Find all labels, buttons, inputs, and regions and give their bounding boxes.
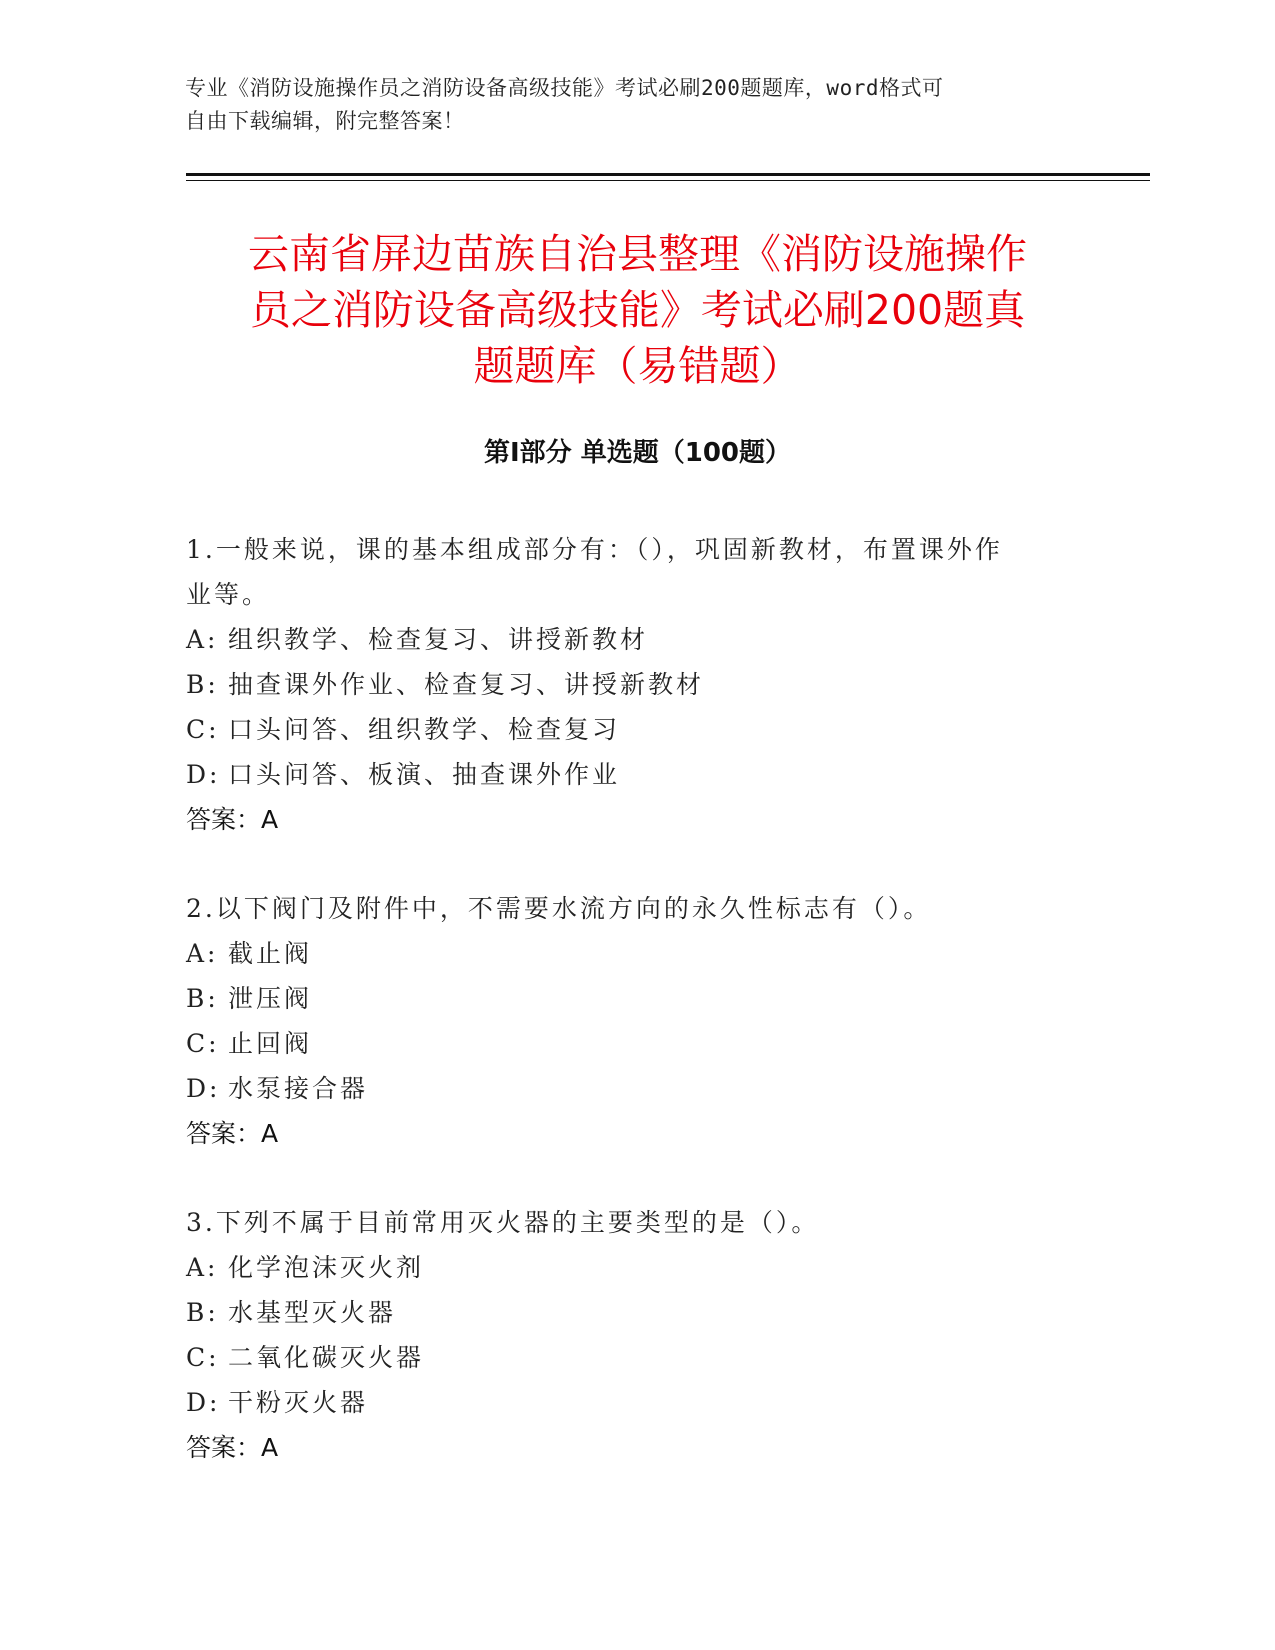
question-3 (186, 1200, 1066, 1470)
question-stem-line-2: 业等。 (186, 580, 271, 609)
option-letter: D: (186, 1074, 221, 1103)
option-text: 截止阀 (228, 939, 313, 968)
answer-line: 答案：A (186, 805, 279, 834)
question-stem (186, 1200, 1066, 1245)
header-note (185, 72, 1065, 138)
option-text: 水基型灭火器 (228, 1298, 397, 1327)
option-letter: B: (186, 670, 219, 699)
option-a (186, 931, 1066, 976)
option-text: 口头问答、板演、抽查课外作业 (228, 760, 621, 789)
question-2 (186, 886, 1066, 1156)
question-stem-line-1: 2.以下阀门及附件中，不需要水流方向的永久性标志有（）。 (186, 894, 932, 923)
option-d (186, 1380, 1066, 1425)
title-line-1: 云南省屏边苗族自治县整理《消防设施操作 (248, 230, 1027, 278)
section-heading: 第Ⅰ部分 单选题（100题） (484, 438, 791, 468)
question-1 (186, 527, 1066, 842)
option-c (186, 707, 1066, 752)
question-stem-line-1: 1.一般来说，课的基本组成部分有：（），巩固新教材，布置课外作 (186, 535, 1003, 564)
option-text: 口头问答、组织教学、检查复习 (228, 715, 621, 744)
title-line-3: 题题库（易错题） (473, 342, 802, 390)
option-text: 干粉灭火器 (228, 1388, 369, 1417)
question-stem-line-1: 3.下列不属于目前常用灭火器的主要类型的是（）。 (186, 1208, 820, 1237)
option-letter: B: (186, 984, 219, 1013)
question-stem (186, 527, 1066, 617)
option-letter: A: (186, 625, 219, 654)
option-text: 二氧化碳灭火器 (228, 1343, 425, 1372)
option-letter: B: (186, 1298, 219, 1327)
header-rule-thick (186, 173, 1150, 176)
option-b (186, 662, 1066, 707)
option-letter: A: (186, 939, 219, 968)
question-stem (186, 886, 1066, 931)
option-letter: C: (186, 1029, 220, 1058)
option-text: 止回阀 (228, 1029, 313, 1058)
document-title (180, 226, 1095, 394)
option-text: 泄压阀 (228, 984, 313, 1013)
option-letter: C: (186, 1343, 220, 1372)
option-letter: C: (186, 715, 220, 744)
option-b (186, 976, 1066, 1021)
option-text: 组织教学、检查复习、讲授新教材 (228, 625, 649, 654)
option-text: 化学泡沫灭火剂 (228, 1253, 425, 1282)
option-c (186, 1021, 1066, 1066)
option-text: 水泵接合器 (228, 1074, 369, 1103)
option-b (186, 1290, 1066, 1335)
answer-line: 答案：A (186, 1119, 279, 1148)
option-c (186, 1335, 1066, 1380)
title-line-2: 员之消防设备高级技能》考试必刷200题真 (249, 286, 1026, 334)
header-rule-thin (186, 180, 1150, 181)
option-letter: D: (186, 760, 221, 789)
option-letter: D: (186, 1388, 221, 1417)
option-d (186, 1066, 1066, 1111)
option-a (186, 1245, 1066, 1290)
option-letter: A: (186, 1253, 219, 1282)
question-list (186, 527, 1066, 1514)
option-d (186, 752, 1066, 797)
option-a (186, 617, 1066, 662)
answer-line: 答案：A (186, 1433, 279, 1462)
option-text: 抽查课外作业、检查复习、讲授新教材 (228, 670, 705, 699)
header-note-line-1: 专业《消防设施操作员之消防设备高级技能》考试必刷200题题库，word格式可 (185, 76, 944, 100)
header-note-line-2: 自由下载编辑，附完整答案！ (185, 109, 465, 133)
